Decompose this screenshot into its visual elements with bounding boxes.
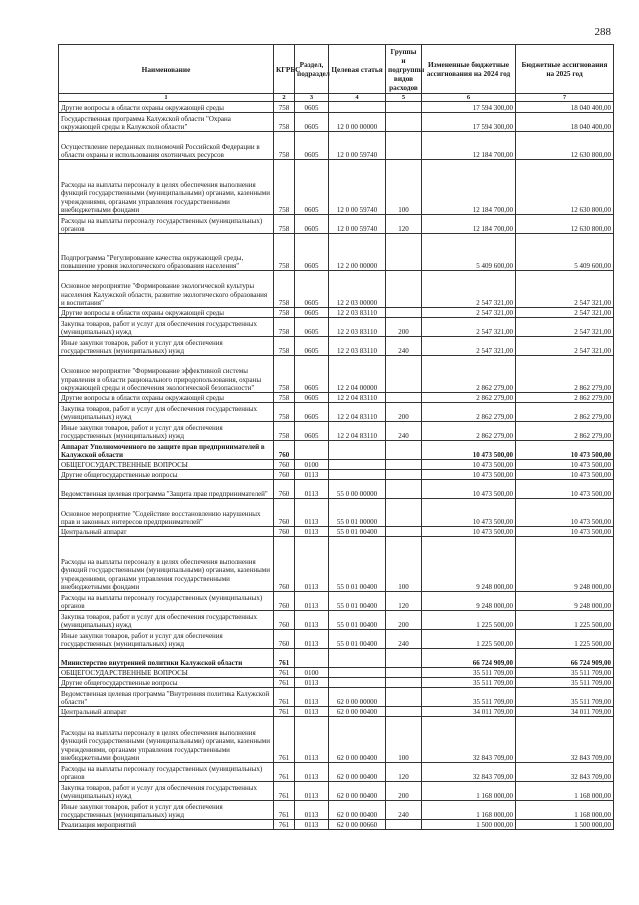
row-kgrbs: 761 bbox=[274, 717, 295, 763]
row-kgrbs: 760 bbox=[274, 441, 295, 460]
row-section: 0113 bbox=[295, 717, 329, 763]
header-kgrbs: КГРБС bbox=[274, 45, 295, 94]
row-section: 0605 bbox=[295, 234, 329, 271]
row-kgrbs: 758 bbox=[274, 308, 295, 318]
row-target: 55 0 00 00000 bbox=[329, 480, 386, 499]
table-row bbox=[59, 132, 614, 160]
row-changed-2024: 2 547 321,00 bbox=[422, 318, 516, 337]
row-budget-2025: 18 040 400,00 bbox=[516, 102, 614, 113]
row-section: 0113 bbox=[295, 801, 329, 820]
row-target: 62 0 00 00400 bbox=[329, 717, 386, 763]
row-changed-2024: 9 248 000,00 bbox=[422, 537, 516, 592]
row-budget-2025: 2 547 321,00 bbox=[516, 308, 614, 318]
row-kgrbs: 758 bbox=[274, 393, 295, 403]
row-budget-2025: 2 547 321,00 bbox=[516, 337, 614, 356]
row-budget-2025: 2 547 321,00 bbox=[516, 318, 614, 337]
row-kgrbs: 760 bbox=[274, 470, 295, 480]
row-budget-2025: 1 168 000,00 bbox=[516, 782, 614, 801]
table-body bbox=[59, 102, 614, 830]
table-row bbox=[59, 592, 614, 611]
column-number: 6 bbox=[422, 94, 516, 102]
row-kgrbs: 758 bbox=[274, 113, 295, 132]
row-name: Государственная программа Калужской области "Охрана окружающей среды в Калужской области" bbox=[59, 113, 274, 132]
row-name: Расходы на выплаты персоналу в целях обеспечения выполнения функций государственными (муниципальными) органами, казенными учреждениями, органами управления государственными внебюджетными фондами bbox=[59, 160, 274, 215]
row-budget-2025: 32 843 709,00 bbox=[516, 763, 614, 782]
row-group bbox=[386, 441, 422, 460]
row-section: 0605 bbox=[295, 337, 329, 356]
row-changed-2024: 12 184 700,00 bbox=[422, 132, 516, 160]
row-budget-2025: 34 011 709,00 bbox=[516, 707, 614, 717]
row-budget-2025: 1 225 500,00 bbox=[516, 611, 614, 630]
row-group: 120 bbox=[386, 592, 422, 611]
row-budget-2025: 12 630 800,00 bbox=[516, 215, 614, 234]
table-row bbox=[59, 403, 614, 422]
row-target: 12 2 04 83110 bbox=[329, 403, 386, 422]
row-group: 240 bbox=[386, 337, 422, 356]
row-changed-2024: 34 011 709,00 bbox=[422, 707, 516, 717]
row-target bbox=[329, 668, 386, 678]
row-section: 0605 bbox=[295, 422, 329, 441]
row-kgrbs: 758 bbox=[274, 403, 295, 422]
row-section: 0100 bbox=[295, 460, 329, 470]
table-row bbox=[59, 460, 614, 470]
row-changed-2024: 32 843 709,00 bbox=[422, 717, 516, 763]
row-changed-2024: 1 225 500,00 bbox=[422, 630, 516, 649]
row-name: Другие общегосударственные вопросы bbox=[59, 470, 274, 480]
row-group bbox=[386, 480, 422, 499]
row-name: Основное мероприятие "Формирование экологической культуры населения Калужской области, развитие экологического образования и воспитания" bbox=[59, 271, 274, 308]
row-target: 12 2 04 83110 bbox=[329, 422, 386, 441]
row-group bbox=[386, 527, 422, 537]
row-group: 240 bbox=[386, 801, 422, 820]
row-name: ОБЩЕГОСУДАРСТВЕННЫЕ ВОПРОСЫ bbox=[59, 460, 274, 470]
row-kgrbs: 760 bbox=[274, 480, 295, 499]
table-row bbox=[59, 717, 614, 763]
table-row bbox=[59, 271, 614, 308]
row-budget-2025: 12 630 800,00 bbox=[516, 160, 614, 215]
column-number: 3 bbox=[295, 94, 329, 102]
row-group bbox=[386, 393, 422, 403]
row-section: 0605 bbox=[295, 403, 329, 422]
table-row bbox=[59, 337, 614, 356]
row-budget-2025: 2 862 279,00 bbox=[516, 393, 614, 403]
row-section: 0113 bbox=[295, 499, 329, 527]
row-kgrbs: 761 bbox=[274, 707, 295, 717]
row-budget-2025: 66 724 909,00 bbox=[516, 649, 614, 668]
row-name: Расходы на выплаты персоналу государственных (муниципальных) органов bbox=[59, 763, 274, 782]
table-row bbox=[59, 707, 614, 717]
row-group: 200 bbox=[386, 403, 422, 422]
column-number-row bbox=[59, 94, 614, 102]
row-changed-2024: 66 724 909,00 bbox=[422, 649, 516, 668]
row-group bbox=[386, 820, 422, 830]
row-name: Другие вопросы в области охраны окружающей среды bbox=[59, 308, 274, 318]
row-budget-2025: 10 473 500,00 bbox=[516, 480, 614, 499]
row-kgrbs: 761 bbox=[274, 649, 295, 668]
table-row bbox=[59, 820, 614, 830]
table-row bbox=[59, 499, 614, 527]
row-section: 0113 bbox=[295, 470, 329, 480]
row-name: Иные закупки товаров, работ и услуг для обеспечения государственных (муниципальных) нужд bbox=[59, 801, 274, 820]
row-changed-2024: 2 862 279,00 bbox=[422, 422, 516, 441]
row-budget-2025: 2 862 279,00 bbox=[516, 422, 614, 441]
row-target bbox=[329, 102, 386, 113]
table-row bbox=[59, 308, 614, 318]
table-row bbox=[59, 801, 614, 820]
row-group bbox=[386, 102, 422, 113]
row-name: Другие вопросы в области охраны окружающей среды bbox=[59, 102, 274, 113]
row-changed-2024: 2 547 321,00 bbox=[422, 271, 516, 308]
row-target: 12 2 04 83110 bbox=[329, 393, 386, 403]
row-changed-2024: 10 473 500,00 bbox=[422, 480, 516, 499]
row-group: 200 bbox=[386, 318, 422, 337]
header-name: Наименование bbox=[59, 45, 274, 94]
row-budget-2025: 35 511 709,00 bbox=[516, 678, 614, 688]
row-target: 12 2 04 00000 bbox=[329, 356, 386, 393]
table-row bbox=[59, 782, 614, 801]
row-target bbox=[329, 470, 386, 480]
row-group bbox=[386, 460, 422, 470]
row-budget-2025: 35 511 709,00 bbox=[516, 668, 614, 678]
row-group bbox=[386, 234, 422, 271]
row-target: 12 0 00 00000 bbox=[329, 113, 386, 132]
table-row bbox=[59, 215, 614, 234]
row-budget-2025: 1 168 000,00 bbox=[516, 801, 614, 820]
row-changed-2024: 17 594 300,00 bbox=[422, 113, 516, 132]
row-kgrbs: 758 bbox=[274, 234, 295, 271]
row-section: 0605 bbox=[295, 215, 329, 234]
row-name: Закупка товаров, работ и услуг для обеспечения государственных (муниципальных) нужд bbox=[59, 318, 274, 337]
table-row bbox=[59, 234, 614, 271]
table-row bbox=[59, 470, 614, 480]
row-kgrbs: 758 bbox=[274, 215, 295, 234]
column-number: 5 bbox=[386, 94, 422, 102]
table-row bbox=[59, 537, 614, 592]
row-group bbox=[386, 668, 422, 678]
row-name: Другие общегосударственные вопросы bbox=[59, 678, 274, 688]
row-name: Подпрограмма "Регулирование качества окружающей среды, повышение уровня экологического образования населения" bbox=[59, 234, 274, 271]
row-name: Реализация мероприятий bbox=[59, 820, 274, 830]
row-group bbox=[386, 113, 422, 132]
row-target: 12 2 00 00000 bbox=[329, 234, 386, 271]
row-budget-2025: 18 040 400,00 bbox=[516, 113, 614, 132]
table-row bbox=[59, 393, 614, 403]
row-name: Основное мероприятие "Содействие восстановлению нарушенных прав и законных интересов предпринимателей" bbox=[59, 499, 274, 527]
table-row bbox=[59, 527, 614, 537]
row-kgrbs: 761 bbox=[274, 820, 295, 830]
row-name: Иные закупки товаров, работ и услуг для обеспечения государственных (муниципальных) нужд bbox=[59, 422, 274, 441]
row-changed-2024: 35 511 709,00 bbox=[422, 668, 516, 678]
row-name: Иные закупки товаров, работ и услуг для обеспечения государственных (муниципальных) нужд bbox=[59, 337, 274, 356]
row-target: 62 0 00 00400 bbox=[329, 782, 386, 801]
row-section: 0605 bbox=[295, 160, 329, 215]
row-target: 62 0 00 00400 bbox=[329, 763, 386, 782]
column-number: 1 bbox=[59, 94, 274, 102]
row-name: Аппарат Уполномоченного по защите прав предпринимателей в Калужской области bbox=[59, 441, 274, 460]
row-kgrbs: 761 bbox=[274, 668, 295, 678]
header-row bbox=[59, 45, 614, 94]
row-target bbox=[329, 678, 386, 688]
row-changed-2024: 10 473 500,00 bbox=[422, 470, 516, 480]
row-kgrbs: 758 bbox=[274, 102, 295, 113]
row-target: 62 0 00 00000 bbox=[329, 688, 386, 707]
table-row bbox=[59, 630, 614, 649]
row-kgrbs: 758 bbox=[274, 337, 295, 356]
row-section: 0113 bbox=[295, 820, 329, 830]
row-kgrbs: 761 bbox=[274, 801, 295, 820]
row-group: 100 bbox=[386, 537, 422, 592]
row-section: 0113 bbox=[295, 782, 329, 801]
row-budget-2025: 10 473 500,00 bbox=[516, 460, 614, 470]
row-section: 0605 bbox=[295, 102, 329, 113]
table-row bbox=[59, 160, 614, 215]
row-section: 0113 bbox=[295, 688, 329, 707]
row-budget-2025: 1 225 500,00 bbox=[516, 630, 614, 649]
row-section: 0605 bbox=[295, 271, 329, 308]
row-kgrbs: 760 bbox=[274, 592, 295, 611]
row-target: 55 0 01 00400 bbox=[329, 527, 386, 537]
row-name: Расходы на выплаты персоналу в целях обеспечения выполнения функций государственными (муниципальными) органами, казенными учреждениями, органами управления государственными внебюджетными фондами bbox=[59, 717, 274, 763]
row-target: 12 2 03 83110 bbox=[329, 318, 386, 337]
table-row bbox=[59, 678, 614, 688]
row-group: 120 bbox=[386, 763, 422, 782]
row-target bbox=[329, 460, 386, 470]
row-budget-2025: 2 862 279,00 bbox=[516, 403, 614, 422]
row-section: 0113 bbox=[295, 630, 329, 649]
row-section: 0113 bbox=[295, 707, 329, 717]
row-section bbox=[295, 441, 329, 460]
row-target: 12 0 00 59740 bbox=[329, 215, 386, 234]
row-kgrbs: 758 bbox=[274, 160, 295, 215]
row-budget-2025: 12 630 800,00 bbox=[516, 132, 614, 160]
row-kgrbs: 760 bbox=[274, 611, 295, 630]
row-target: 55 0 01 00400 bbox=[329, 592, 386, 611]
row-budget-2025: 5 409 600,00 bbox=[516, 234, 614, 271]
column-number: 2 bbox=[274, 94, 295, 102]
header-target: Целевая статья bbox=[329, 45, 386, 94]
row-name: Центральный аппарат bbox=[59, 707, 274, 717]
row-kgrbs: 758 bbox=[274, 356, 295, 393]
row-section: 0113 bbox=[295, 592, 329, 611]
budget-table bbox=[58, 44, 614, 830]
header-section: Раздел, подраздел bbox=[295, 45, 329, 94]
row-budget-2025: 32 843 709,00 bbox=[516, 717, 614, 763]
table-row bbox=[59, 688, 614, 707]
row-group: 100 bbox=[386, 160, 422, 215]
row-changed-2024: 1 168 000,00 bbox=[422, 801, 516, 820]
row-group bbox=[386, 132, 422, 160]
row-section: 0113 bbox=[295, 678, 329, 688]
row-changed-2024: 35 511 709,00 bbox=[422, 678, 516, 688]
row-name: Закупка товаров, работ и услуг для обеспечения государственных (муниципальных) нужд bbox=[59, 403, 274, 422]
row-target bbox=[329, 649, 386, 668]
row-group: 240 bbox=[386, 630, 422, 649]
row-name: Расходы на выплаты персоналу государственных (муниципальных) органов bbox=[59, 592, 274, 611]
row-budget-2025: 10 473 500,00 bbox=[516, 527, 614, 537]
row-name: Другие вопросы в области охраны окружающей среды bbox=[59, 393, 274, 403]
row-kgrbs: 760 bbox=[274, 537, 295, 592]
row-budget-2025: 35 511 709,00 bbox=[516, 688, 614, 707]
row-name: Министерство внутренней политики Калужской области bbox=[59, 649, 274, 668]
row-budget-2025: 9 248 000,00 bbox=[516, 537, 614, 592]
row-group bbox=[386, 678, 422, 688]
row-changed-2024: 2 862 279,00 bbox=[422, 393, 516, 403]
row-budget-2025: 10 473 500,00 bbox=[516, 470, 614, 480]
row-name: Иные закупки товаров, работ и услуг для обеспечения государственных (муниципальных) нужд bbox=[59, 630, 274, 649]
table-row bbox=[59, 649, 614, 668]
row-target: 12 2 03 83110 bbox=[329, 308, 386, 318]
row-target: 55 0 01 00400 bbox=[329, 537, 386, 592]
header-group: Группы и подгруппы видов расходов bbox=[386, 45, 422, 94]
row-changed-2024: 1 500 000,00 bbox=[422, 820, 516, 830]
row-group bbox=[386, 707, 422, 717]
row-group: 100 bbox=[386, 717, 422, 763]
row-kgrbs: 758 bbox=[274, 318, 295, 337]
row-budget-2025: 10 473 500,00 bbox=[516, 441, 614, 460]
table-row bbox=[59, 356, 614, 393]
table-row bbox=[59, 668, 614, 678]
row-changed-2024: 10 473 500,00 bbox=[422, 460, 516, 470]
row-name: Осуществление переданных полномочий Российской Федерации в области охраны и использования охотничьих ресурсов bbox=[59, 132, 274, 160]
row-changed-2024: 2 547 321,00 bbox=[422, 337, 516, 356]
row-name: ОБЩЕГОСУДАРСТВЕННЫЕ ВОПРОСЫ bbox=[59, 668, 274, 678]
row-section: 0605 bbox=[295, 356, 329, 393]
row-changed-2024: 2 547 321,00 bbox=[422, 308, 516, 318]
row-kgrbs: 761 bbox=[274, 678, 295, 688]
row-kgrbs: 760 bbox=[274, 499, 295, 527]
row-target: 12 2 03 00000 bbox=[329, 271, 386, 308]
header-budget-2025: Бюджетные ассигнования на 2025 год bbox=[516, 45, 614, 94]
table-row bbox=[59, 102, 614, 113]
row-kgrbs: 760 bbox=[274, 527, 295, 537]
row-group bbox=[386, 271, 422, 308]
row-section bbox=[295, 649, 329, 668]
row-group: 200 bbox=[386, 782, 422, 801]
row-changed-2024: 2 862 279,00 bbox=[422, 403, 516, 422]
row-name: Закупка товаров, работ и услуг для обеспечения государственных (муниципальных) нужд bbox=[59, 611, 274, 630]
row-budget-2025: 2 862 279,00 bbox=[516, 356, 614, 393]
row-changed-2024: 1 168 000,00 bbox=[422, 782, 516, 801]
table-row bbox=[59, 318, 614, 337]
row-name: Закупка товаров, работ и услуг для обеспечения государственных (муниципальных) нужд bbox=[59, 782, 274, 801]
row-changed-2024: 32 843 709,00 bbox=[422, 763, 516, 782]
row-changed-2024: 10 473 500,00 bbox=[422, 527, 516, 537]
row-kgrbs: 758 bbox=[274, 271, 295, 308]
row-target: 55 0 01 00000 bbox=[329, 499, 386, 527]
row-section: 0113 bbox=[295, 537, 329, 592]
row-kgrbs: 760 bbox=[274, 630, 295, 649]
row-section: 0113 bbox=[295, 480, 329, 499]
row-group: 240 bbox=[386, 422, 422, 441]
row-budget-2025: 9 248 000,00 bbox=[516, 592, 614, 611]
row-changed-2024: 10 473 500,00 bbox=[422, 499, 516, 527]
row-changed-2024: 9 248 000,00 bbox=[422, 592, 516, 611]
row-group bbox=[386, 470, 422, 480]
table-row bbox=[59, 611, 614, 630]
row-target: 12 0 00 59740 bbox=[329, 160, 386, 215]
row-section: 0605 bbox=[295, 318, 329, 337]
row-group: 120 bbox=[386, 215, 422, 234]
row-name: Ведомственная целевая программа "Внутренняя политика Калужской области" bbox=[59, 688, 274, 707]
row-group bbox=[386, 688, 422, 707]
row-target: 12 0 00 59740 bbox=[329, 132, 386, 160]
row-target bbox=[329, 441, 386, 460]
row-changed-2024: 10 473 500,00 bbox=[422, 441, 516, 460]
row-target: 55 0 01 00400 bbox=[329, 611, 386, 630]
table-row bbox=[59, 480, 614, 499]
row-group bbox=[386, 499, 422, 527]
row-section: 0605 bbox=[295, 393, 329, 403]
row-kgrbs: 760 bbox=[274, 460, 295, 470]
row-target: 62 0 00 00400 bbox=[329, 801, 386, 820]
row-name: Расходы на выплаты персоналу государственных (муниципальных) органов bbox=[59, 215, 274, 234]
row-kgrbs: 758 bbox=[274, 132, 295, 160]
row-name: Ведомственная целевая программа "Защита прав предпринимателей" bbox=[59, 480, 274, 499]
row-name: Центральный аппарат bbox=[59, 527, 274, 537]
row-changed-2024: 12 184 700,00 bbox=[422, 215, 516, 234]
column-number: 4 bbox=[329, 94, 386, 102]
row-group: 200 bbox=[386, 611, 422, 630]
row-kgrbs: 758 bbox=[274, 422, 295, 441]
row-target: 62 0 00 00400 bbox=[329, 707, 386, 717]
row-group bbox=[386, 308, 422, 318]
table-row bbox=[59, 113, 614, 132]
column-number: 7 bbox=[516, 94, 614, 102]
row-budget-2025: 2 547 321,00 bbox=[516, 271, 614, 308]
row-section: 0113 bbox=[295, 611, 329, 630]
header-changed-2024: Измененные бюджетные ассигнования на 2024 год bbox=[422, 45, 516, 94]
row-kgrbs: 761 bbox=[274, 763, 295, 782]
row-changed-2024: 1 225 500,00 bbox=[422, 611, 516, 630]
row-group bbox=[386, 649, 422, 668]
row-name: Основное мероприятие "Формирование эффективной системы управления в области рационального природопользования, охраны окружающей среды и обеспечения экологической безопасности" bbox=[59, 356, 274, 393]
table-row bbox=[59, 441, 614, 460]
row-kgrbs: 761 bbox=[274, 782, 295, 801]
row-changed-2024: 5 409 600,00 bbox=[422, 234, 516, 271]
row-target: 12 2 03 83110 bbox=[329, 337, 386, 356]
page-number: 288 bbox=[594, 26, 611, 38]
row-budget-2025: 1 500 000,00 bbox=[516, 820, 614, 830]
row-section: 0113 bbox=[295, 527, 329, 537]
row-kgrbs: 761 bbox=[274, 688, 295, 707]
row-group bbox=[386, 356, 422, 393]
row-name: Расходы на выплаты персоналу в целях обеспечения выполнения функций государственными (муниципальными) органами, казенными учреждениями, органами управления государственными внебюджетными фондами bbox=[59, 537, 274, 592]
row-changed-2024: 12 184 700,00 bbox=[422, 160, 516, 215]
row-section: 0605 bbox=[295, 113, 329, 132]
row-budget-2025: 10 473 500,00 bbox=[516, 499, 614, 527]
row-target: 55 0 01 00400 bbox=[329, 630, 386, 649]
row-changed-2024: 35 511 709,00 bbox=[422, 688, 516, 707]
table-row bbox=[59, 422, 614, 441]
table-row bbox=[59, 763, 614, 782]
row-section: 0113 bbox=[295, 763, 329, 782]
row-changed-2024: 17 594 300,00 bbox=[422, 102, 516, 113]
row-section: 0100 bbox=[295, 668, 329, 678]
row-section: 0605 bbox=[295, 132, 329, 160]
row-target: 62 0 00 00660 bbox=[329, 820, 386, 830]
row-section: 0605 bbox=[295, 308, 329, 318]
row-changed-2024: 2 862 279,00 bbox=[422, 356, 516, 393]
